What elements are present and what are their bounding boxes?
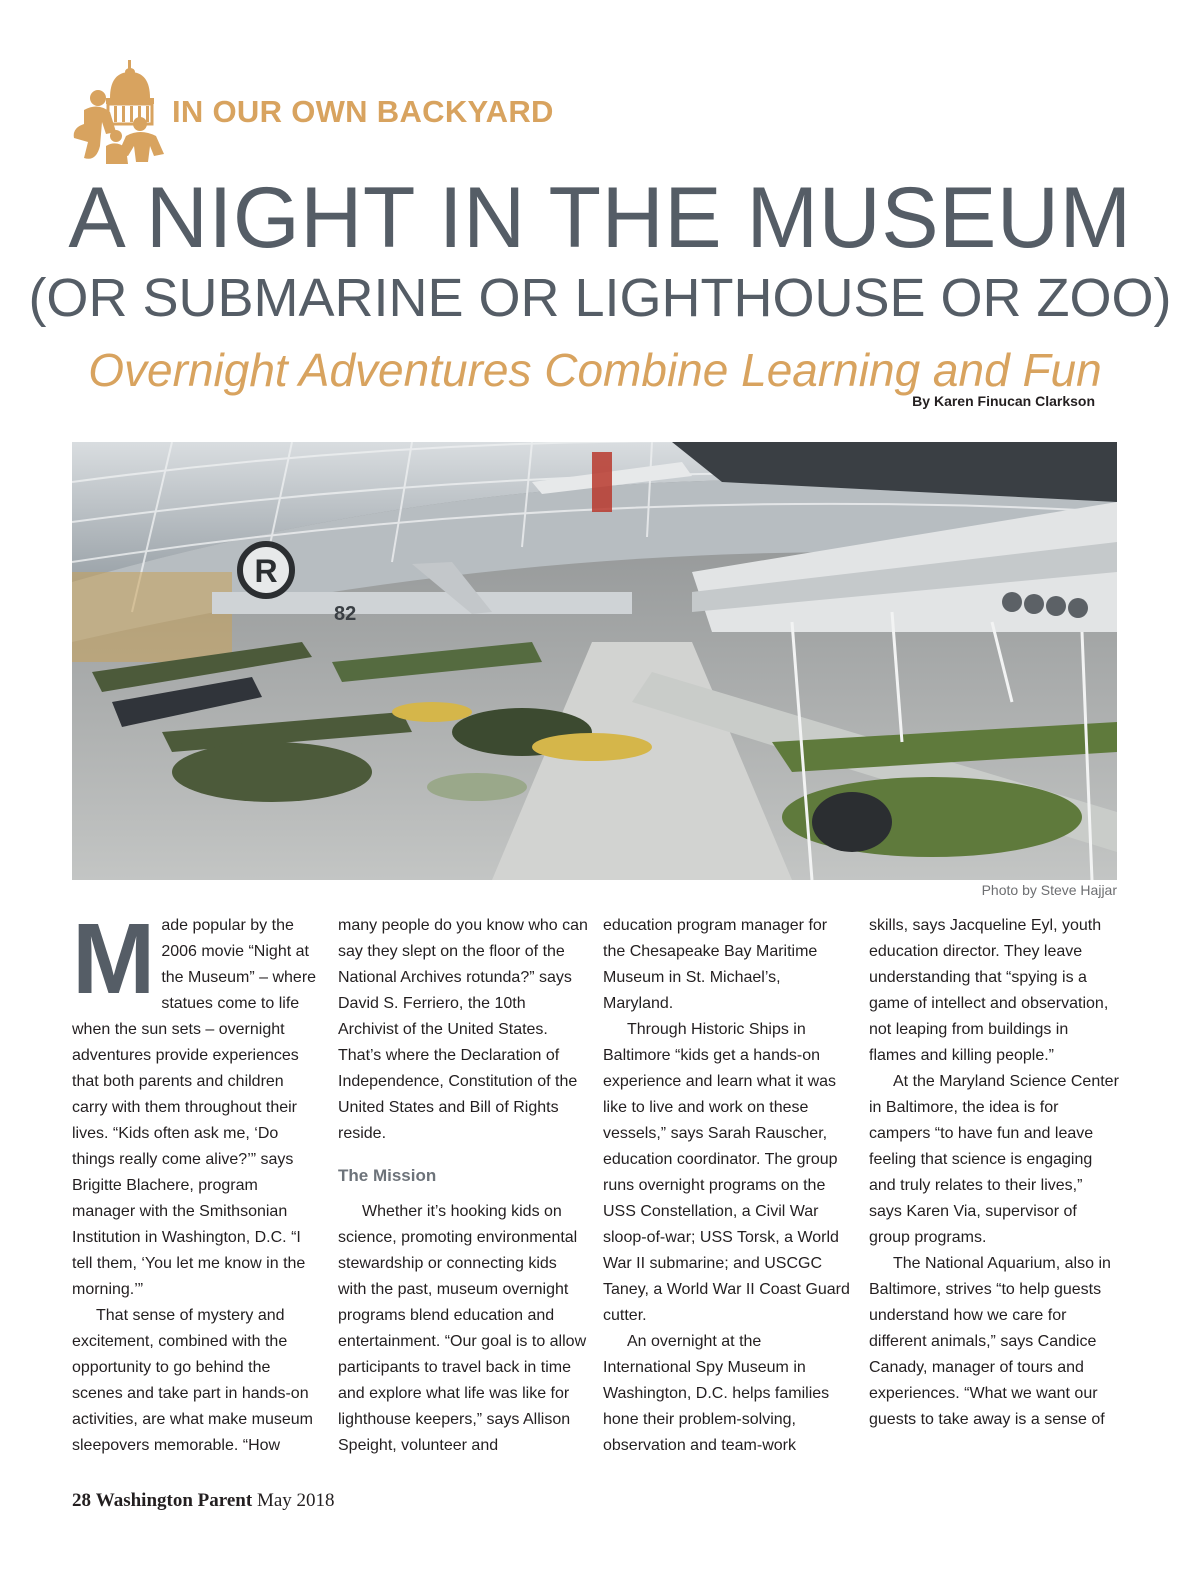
photo-tail-number: 82 [334,603,357,625]
hangar-photo [72,442,1117,880]
drop-cap: M [72,903,156,1015]
issue-date: May 2018 [256,1490,335,1511]
section-label: IN OUR OWN BACKYARD [172,94,554,129]
paragraph: ade popular by the 2006 movie “Night at the Museum” – where statues come to life when the sun sets – overnight adventures provide experiences that both parents and children carry with them throughout their lives. “Kids often ask me, ‘Do things really come alive?’” says Brigitte Blachere, program manager with the Smithsonian Institution in Washington, D.C. “I tell them, ‘You let me know in the morning.’” [72,917,317,1298]
article-column-3 [603,913,853,1459]
paragraph: education program manager for the Chesapeake Bay Maritime Museum in St. Michael’s, Maryland. [603,917,828,1012]
section-heading: The Mission [338,1166,437,1185]
capitol-children-icon [70,58,170,166]
dek: Overnight Adventures Combine Learning and Fun [88,344,1102,396]
photo-credit: Photo by Steve Hajjar [981,882,1117,898]
article-column-4 [869,913,1119,1433]
paragraph: Through Historic Ships in Baltimore “kids get a hands-on experience and learn what it was like to live and work on these vessels,” says Sarah Rauscher, education coordinator. The group runs overnight programs on the USS Constellation, a Civil War sloop-of-war; USS Torsk, a World War II submarine; and USCGC Taney, a World War II Coast Guard cutter. [603,1021,850,1324]
byline: By Karen Finucan Clarkson [912,393,1095,409]
paragraph: An overnight at the International Spy Museum in Washington, D.C. helps families hone their problem-solving, observation and team-work [603,1333,830,1454]
paragraph: At the Maryland Science Center in Baltimore, the idea is for campers “to have fun and leave feeling that science is engaging and truly relates to their lives,” says Karen Via, supervisor of group programs. [869,1073,1119,1246]
headline: A NIGHT IN THE MUSEUM [68,170,1132,266]
article-column-1 [72,903,322,1459]
paragraph: Whether it’s hooking kids on science, promoting environmental stewardship or connecting kids with the past, museum overnight programs blend education and entertainment. “Our goal is to allow participants to travel back in time and explore what life was like for lighthouse keepers,” says Allison Speight, volunteer and [338,1203,587,1454]
subheadline: (OR SUBMARINE OR LIGHTHOUSE OR ZOO) [28,268,1172,328]
paragraph: That sense of mystery and excitement, combined with the opportunity to go behind the scenes and take part in hands-on activities, are what make museum sleepovers memorable. “How [72,1307,313,1454]
paragraph: many people do you know who can say they slept on the floor of the National Archives rotunda?” says David S. Ferriero, the 10th Archivist of the United States. That’s where the Declaration of Independence, Constitution of the United States and Bill of Rights reside. [338,917,588,1142]
page-number: 28 [72,1490,91,1511]
photo-registered-mark: R [254,553,278,589]
page-footer [72,1490,335,1512]
article-column-2 [338,913,588,1459]
paragraph: skills, says Jacqueline Eyl, youth education director. They leave understanding that “spying is a game of intellect and observation, not leaping from buildings in flames and killing people.” [869,917,1109,1064]
paragraph: The National Aquarium, also in Baltimore, strives “to help guests understand how we care for different animals,” says Candice Canady, manager of tours and experiences. “What we want our guests to take away is a sense of [869,1255,1111,1428]
publication-name: Washington Parent [95,1490,253,1511]
